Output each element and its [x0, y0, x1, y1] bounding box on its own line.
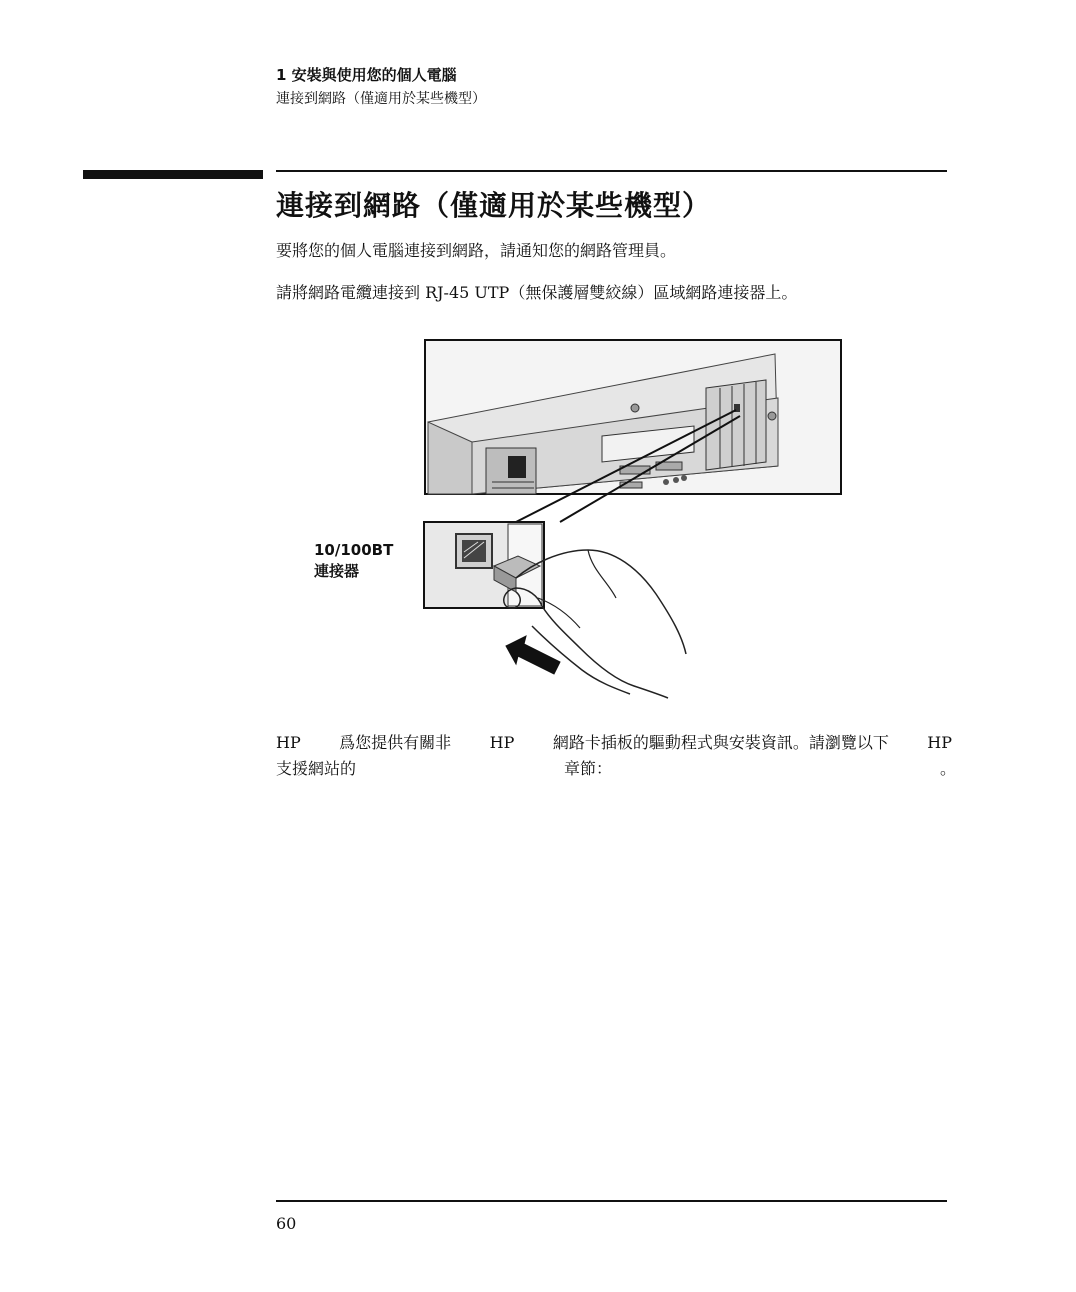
margin-bar	[83, 170, 263, 179]
connector-callout	[314, 540, 393, 582]
support-line-2-c: 。	[940, 759, 957, 778]
section-header: 連接到網路（僅適用於某些機型）	[276, 91, 486, 107]
support-line-2	[276, 756, 957, 782]
paragraph-cable: 請將網路電纜連接到 RJ-45 UTP（無保護層雙絞線）區域網路連接器上。	[276, 283, 798, 302]
bottom-rule	[276, 1200, 947, 1202]
support-line-2-a: 支援網站的	[276, 759, 357, 778]
support-word-5: HP	[927, 733, 952, 752]
support-word-2: 爲您提供有關非	[339, 733, 452, 752]
callout-line-2: 連接器	[314, 562, 360, 580]
page-title: 連接到網路（僅適用於某些機型）	[276, 189, 712, 222]
support-line-1	[276, 730, 952, 756]
support-word-3: HP	[489, 733, 515, 752]
support-word-4: 網路卡插板的驅動程式與安裝資訊。請瀏覽以下	[552, 733, 889, 752]
top-rule	[276, 170, 947, 172]
page-number: 60	[276, 1214, 297, 1233]
chapter-header: 1 安裝與使用您的個人電腦	[276, 66, 457, 84]
paragraph-intro: 要將您的個人電腦連接到網路，請通知您的網路管理員。	[276, 241, 677, 260]
callout-line-1: 10/100BT	[314, 541, 394, 559]
network-connection-illustration	[420, 336, 850, 708]
paragraph-support	[276, 730, 957, 782]
support-word-1: HP	[276, 733, 301, 752]
support-line-2-b: 章節：	[564, 759, 613, 778]
